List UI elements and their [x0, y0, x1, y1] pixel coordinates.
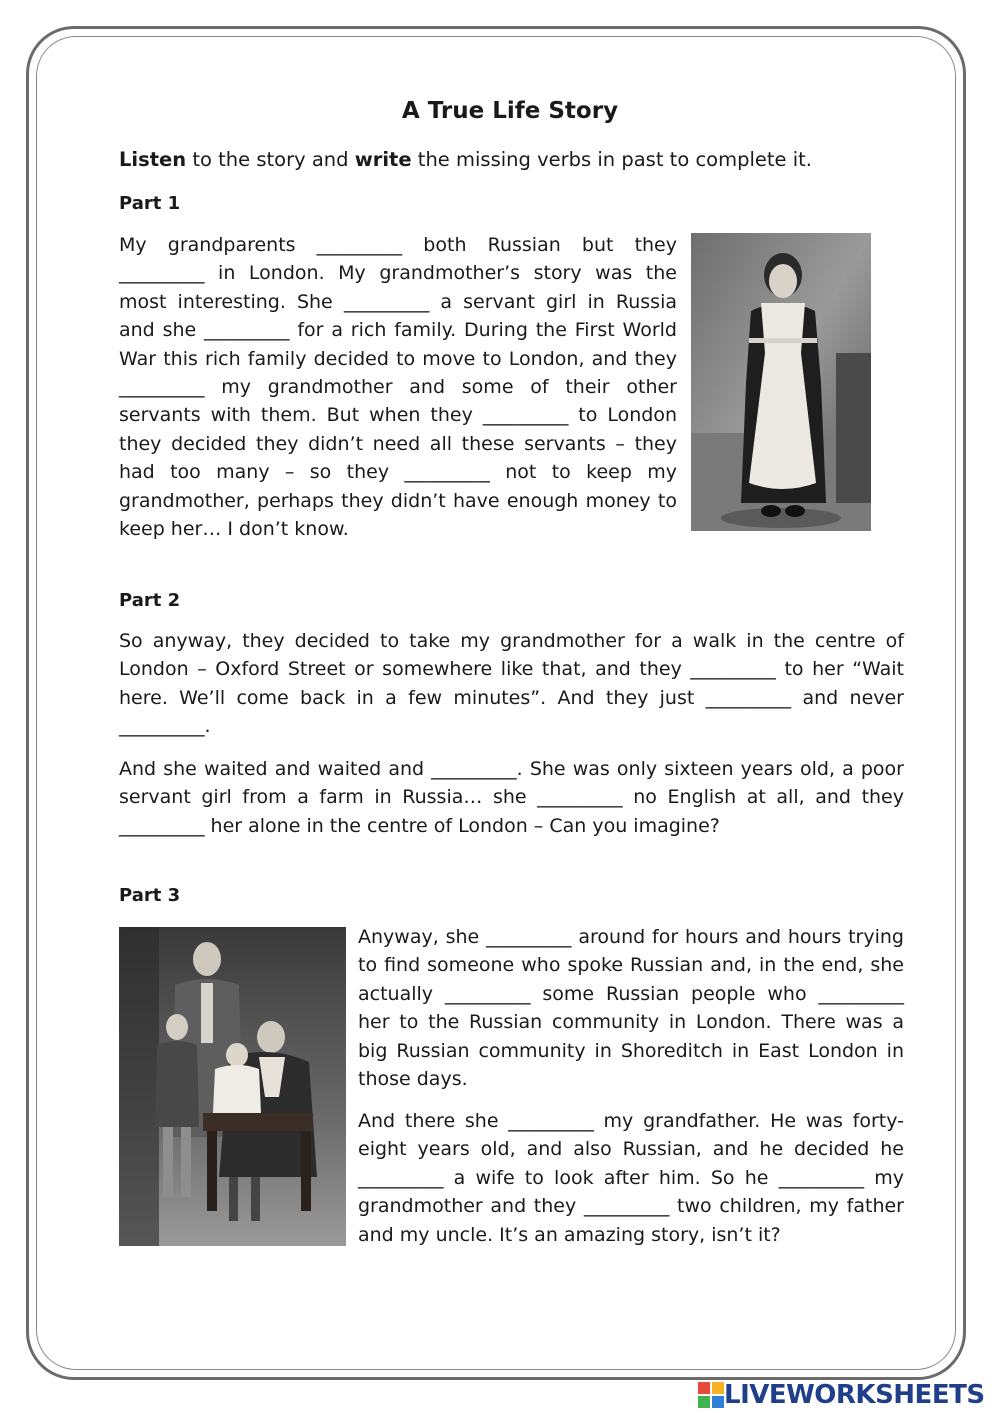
instruction-text-2: the missing verbs in past to complete it.: [411, 148, 812, 171]
part1-paragraph: My grandparents _________ both Russian but they _________ in London. My grandmother’s story was the most interesting. She _________ a servant girl in Russia and she _________ for a rich family. During the First World War this rich family decided to move to London, and they _________ my grandmother and some of their other servants with them. But when they _________ to London they decided they didn’t need all these servants – they had too many – so they _________ not to keep my grandmother, perhaps they didn’t have enough money to keep her… I don’t know.: [119, 234, 677, 541]
liveworksheets-logo-text: LIVEWORKSHEETS: [724, 1380, 985, 1410]
liveworksheets-logo: [698, 1380, 985, 1410]
instruction-text-1: to the story and: [186, 148, 355, 171]
part1-heading: Part 1: [119, 193, 181, 214]
part3-paragraph-1: Anyway, she _________ around for hours and hours trying to find someone who spoke Russian and, in the end, she actually _________ some Russian people who _________ her to the Russian community in London. There was a big Russian community in Shoreditch in East London in those days.: [358, 926, 904, 1091]
part2-paragraph-1: So anyway, they decided to take my grandmother for a walk in the centre of London – Oxford Street or somewhere like that, and they _________ to her “Wait here. We’ll come back in a few minutes”. And they just _________ and never _________.: [119, 630, 904, 738]
part2-paragraph-2: And she waited and waited and _________. She was only sixteen years old, a poor servant girl from a farm in Russia… she _________ no English at all, and they _________ her alone in the centre of London – Can you imagine?: [119, 758, 904, 837]
part2-heading: Part 2: [119, 590, 181, 611]
instructions: [119, 148, 812, 171]
instruction-write: write: [354, 148, 412, 171]
part3-paragraph-2: And there she _________ my grandfather. He was forty-eight years old, and also Russian, and he decided he _________ a wife to look after him. So he _________ my grandmother and they _________ two children, my father and my uncle. It’s an amazing story, isn’t it?: [358, 1110, 904, 1246]
part3-heading: Part 3: [119, 885, 181, 906]
servant-girl-photo: [691, 233, 871, 531]
liveworksheets-logo-icon: [698, 1382, 724, 1408]
instruction-listen: Listen: [119, 148, 187, 171]
family-photo: [119, 927, 346, 1246]
page-title: A True Life Story: [401, 98, 619, 124]
